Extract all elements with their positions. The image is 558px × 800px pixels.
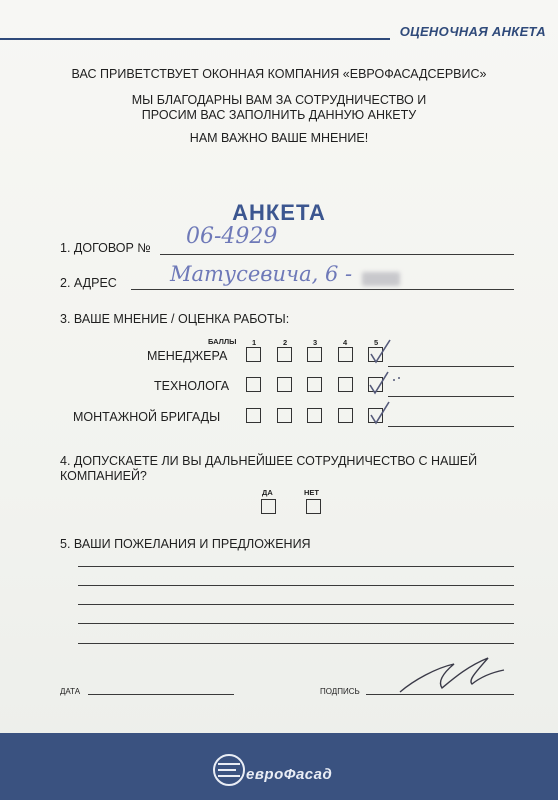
score-3-label: 3 (313, 338, 318, 347)
cooperation-question-line1: 4. ДОПУСКАЕТЕ ЛИ ВЫ ДАЛЬНЕЙШЕЕ СОТРУДНИЧЕСТВО С НАШЕЙ (60, 454, 478, 468)
score-4-label: 4 (343, 338, 348, 347)
form-title: АНКЕТА (232, 200, 326, 225)
redacted-address-part (362, 272, 400, 286)
address-label: 2. АДРЕС (60, 276, 117, 290)
points-label: БАЛЛЫ (208, 337, 237, 346)
address-handwritten-value: Матусевича, 6 - (170, 262, 353, 286)
company-logo-icon (210, 748, 248, 788)
manager-checkmark-icon (366, 338, 396, 368)
manager-score-4-checkbox[interactable] (338, 347, 353, 362)
technologist-score-2-checkbox[interactable] (277, 377, 292, 392)
technologist-score-4-checkbox[interactable] (338, 377, 353, 392)
manager-score-3-checkbox[interactable] (307, 347, 322, 362)
crew-score-3-checkbox[interactable] (307, 408, 322, 423)
opinion-line: НАМ ВАЖНО ВАШЕ МНЕНИЕ! (189, 131, 369, 145)
technologist-comment-line[interactable] (388, 396, 514, 397)
manager-comment-line[interactable] (388, 366, 514, 367)
cooperation-no-checkbox[interactable] (306, 499, 321, 514)
manager-score-2-checkbox[interactable] (277, 347, 292, 362)
score-5-label: 5 (374, 338, 379, 347)
suggestions-line-4[interactable] (78, 623, 514, 624)
company-logo-text: евроФасад (246, 766, 333, 783)
form-header-title: ОЦЕНОЧНАЯ АНКЕТА (399, 24, 546, 39)
suggestions-line-5[interactable] (78, 643, 514, 644)
cooperation-question-line2: КОМПАНИЕЙ? (60, 469, 147, 483)
greeting-line: ВАС ПРИВЕТСТВУЕТ ОКОННАЯ КОМПАНИЯ «ЕВРОФАСАДСЕРВИС» (71, 67, 487, 81)
contract-handwritten-value: 06-4929 (186, 224, 278, 249)
rating-question: 3. ВАШЕ МНЕНИЕ / ОЦЕНКА РАБОТЫ: (60, 312, 290, 326)
yes-label: ДА (262, 488, 273, 497)
score-1-label: 1 (252, 338, 257, 347)
signature-scribble (396, 650, 508, 700)
crew-score-4-checkbox[interactable] (338, 408, 353, 423)
contract-field-line[interactable] (160, 254, 514, 255)
manager-score-1-checkbox[interactable] (246, 347, 261, 362)
suggestions-line-3[interactable] (78, 604, 514, 605)
crew-score-1-checkbox[interactable] (246, 408, 261, 423)
contract-label: 1. ДОГОВОР № (60, 241, 151, 255)
technologist-score-3-checkbox[interactable] (307, 377, 322, 392)
crew-score-2-checkbox[interactable] (277, 408, 292, 423)
suggestions-line-2[interactable] (78, 585, 514, 586)
signature-label: ПОДПИСЬ (320, 687, 360, 696)
thanks-line: МЫ БЛАГОДАРНЫ ВАМ ЗА СОТРУДНИЧЕСТВО И (131, 93, 427, 107)
cooperation-yes-checkbox[interactable] (261, 499, 276, 514)
rating-row-manager-label: МЕНЕДЖЕРА (147, 349, 228, 363)
suggestions-line-1[interactable] (78, 566, 514, 567)
technologist-checkmark-icon (366, 368, 406, 398)
no-label: НЕТ (304, 488, 319, 497)
score-2-label: 2 (283, 338, 288, 347)
rating-row-technologist-label: ТЕХНОЛОГА (154, 379, 230, 393)
request-line: ПРОСИМ ВАС ЗАПОЛНИТЬ ДАННУЮ АНКЕТУ (141, 108, 417, 122)
crew-checkmark-icon (366, 399, 396, 429)
date-field-line[interactable] (88, 694, 234, 695)
suggestions-label: 5. ВАШИ ПОЖЕЛАНИЯ И ПРЕДЛОЖЕНИЯ (60, 537, 311, 551)
date-label: ДАТА (60, 687, 81, 696)
rating-row-crew-label: МОНТАЖНОЙ БРИГАДЫ (73, 410, 221, 424)
crew-comment-line[interactable] (388, 426, 514, 427)
header-rule (0, 38, 390, 40)
technologist-score-1-checkbox[interactable] (246, 377, 261, 392)
address-field-line[interactable] (131, 289, 514, 290)
